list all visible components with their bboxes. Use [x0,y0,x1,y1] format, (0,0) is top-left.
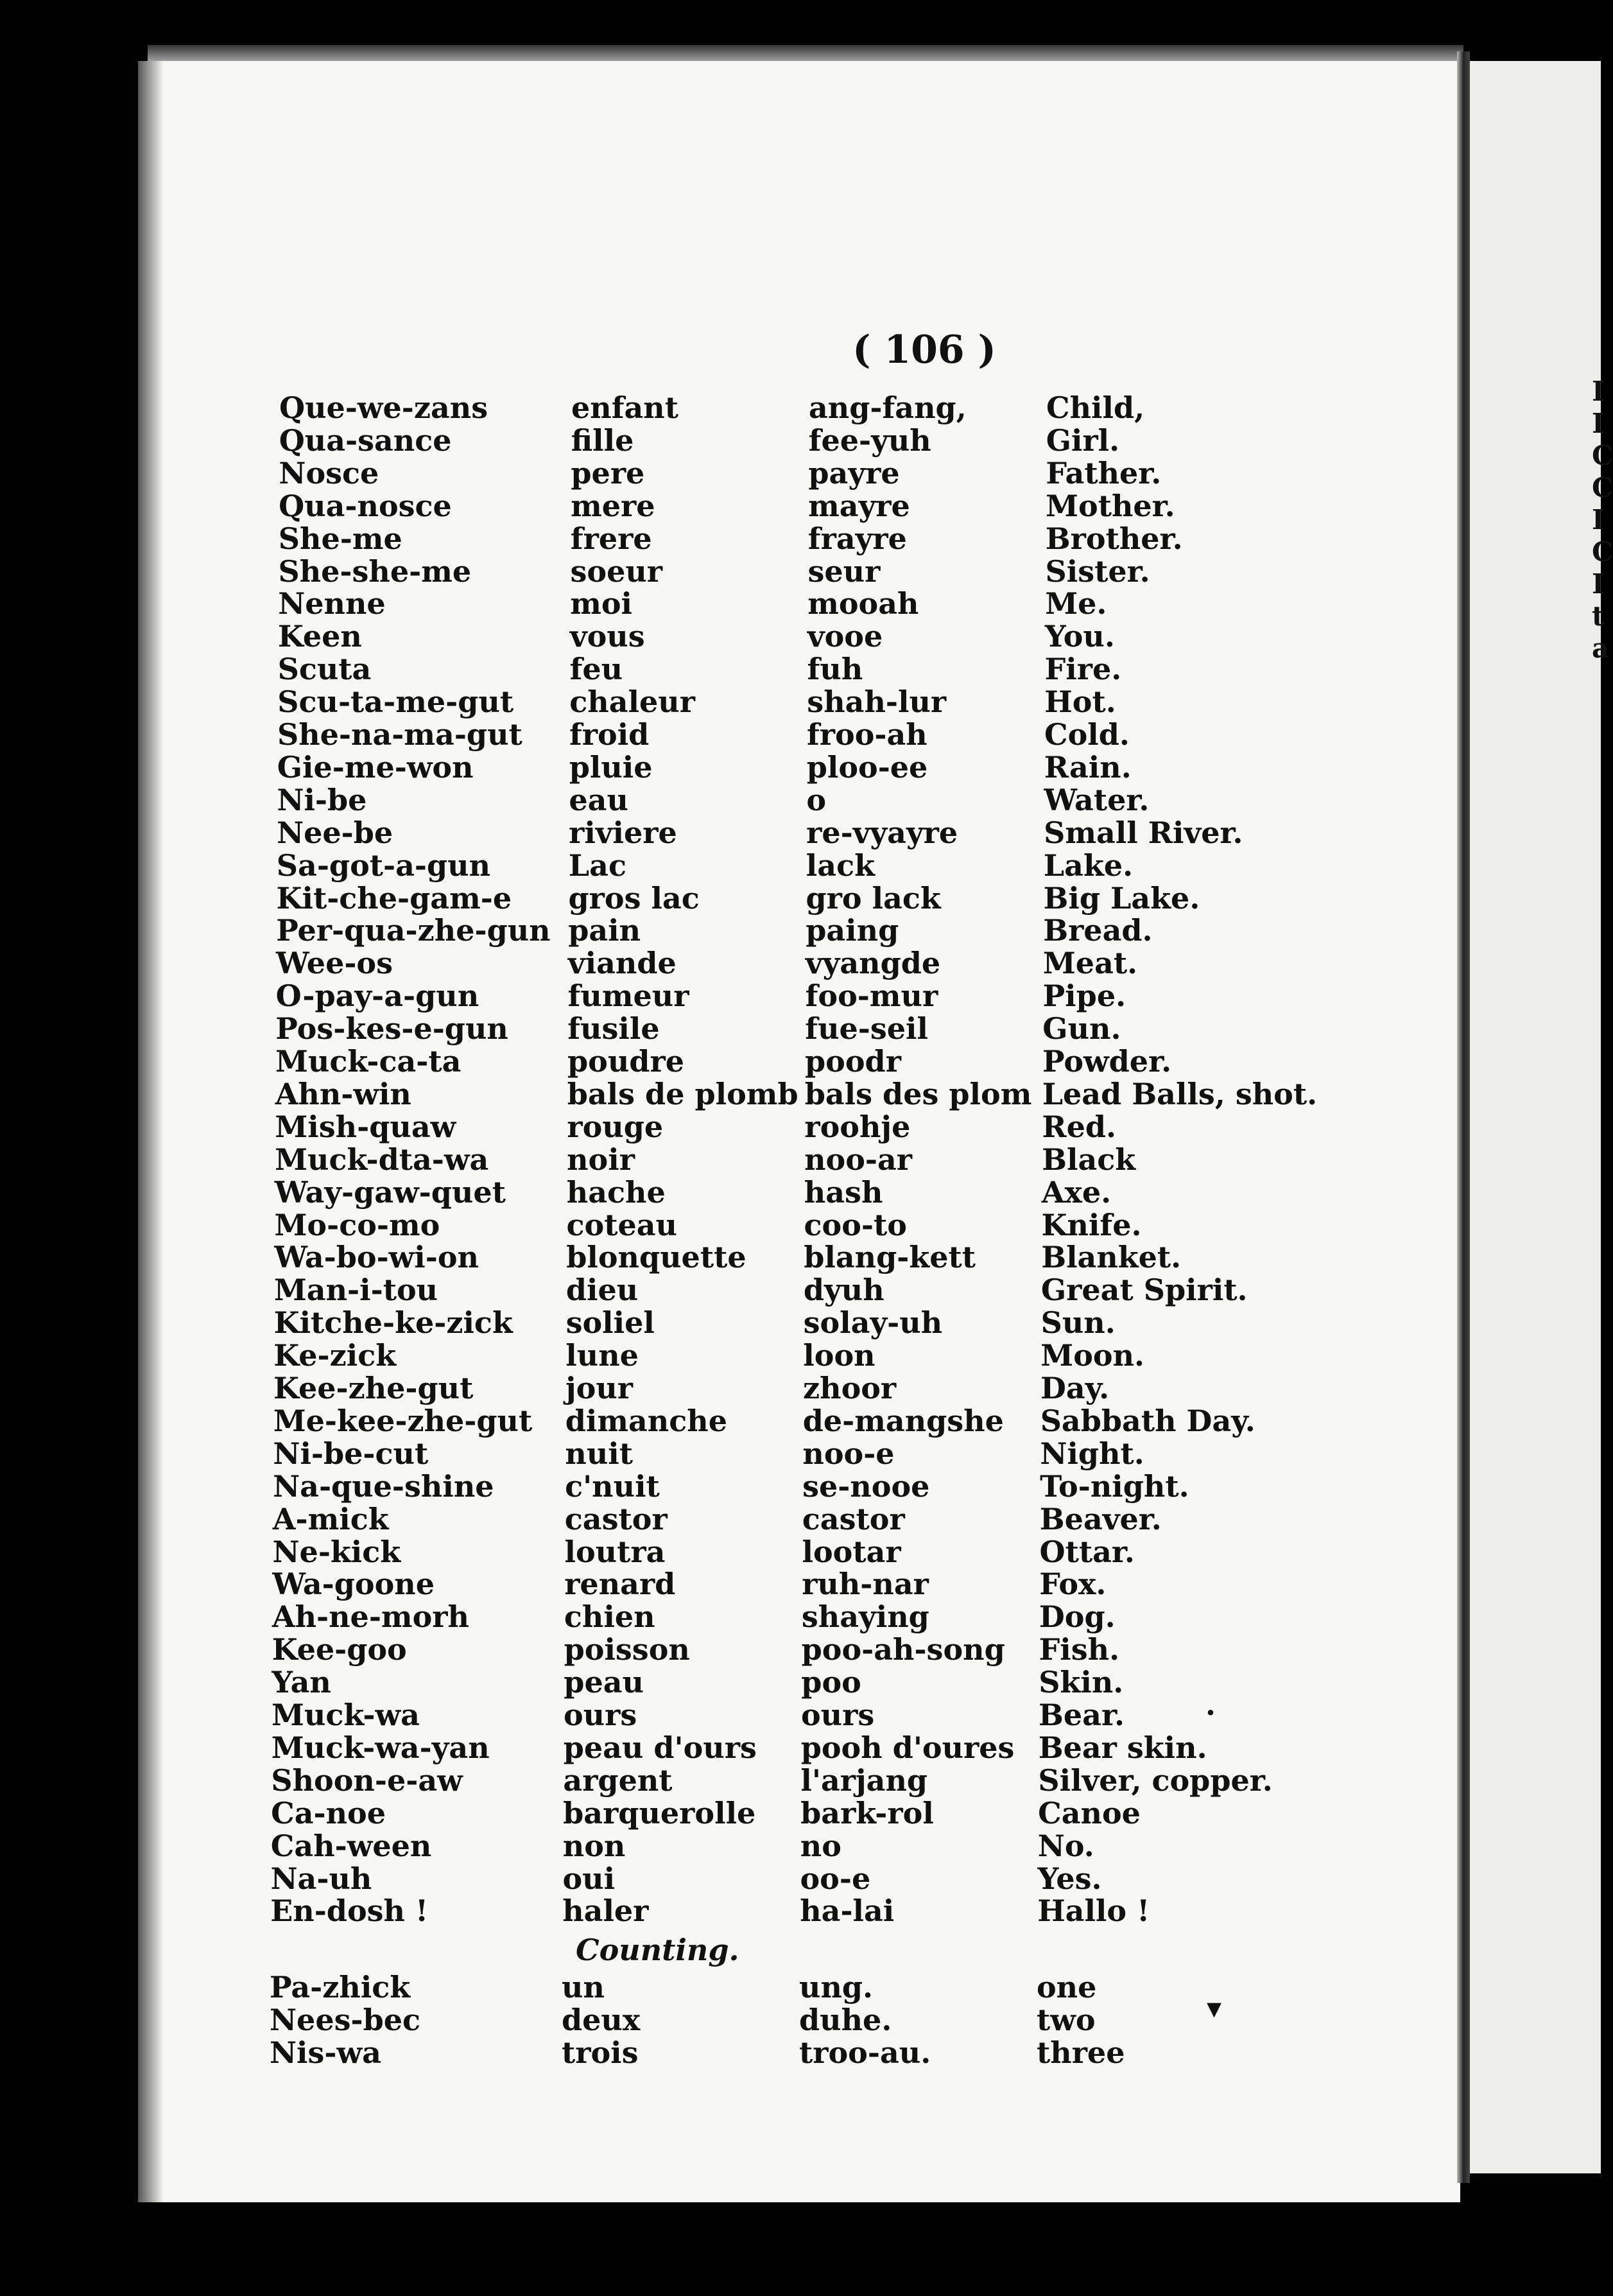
english-word: Black [1042,1142,1136,1177]
indian-word: Keen [277,619,362,654]
indian-word: Nee-be [277,815,393,850]
english-word: Red. [1042,1109,1117,1144]
english-word: Skin. [1039,1665,1124,1700]
pronunciation: no [800,1828,841,1863]
pronunciation: l'arjang [800,1762,928,1798]
french-word: pluie [569,749,653,785]
pronunciation: blang-kett [804,1240,976,1275]
english-word: Pipe. [1042,978,1126,1014]
french-word: ours [564,1698,637,1732]
indian-word: Muck-ca-ta [275,1044,461,1079]
indian-word: Scu-ta-me-gut [277,684,514,720]
pronunciation: ung. [799,1970,874,2005]
french-word: mere [571,488,655,523]
indian-word: Que-we-zans [279,390,488,425]
french-word: peau [564,1665,644,1700]
pronunciation: bals des plom [804,1076,1032,1111]
english-word: Me. [1045,586,1107,622]
french-word: gros lac [568,880,700,916]
french-word: Lac [568,848,626,883]
pronunciation: bark-rol [800,1795,934,1831]
pronunciation: ours [801,1698,875,1732]
english-word: Mother. [1046,488,1175,523]
english-word: Dog. [1039,1599,1116,1635]
pronunciation: poodr [805,1044,901,1079]
english-word: Gun. [1042,1011,1121,1047]
english-word: Sun. [1040,1305,1116,1341]
indian-word: Wa-bo-wi-on [274,1240,479,1275]
french-word: haler [562,1893,649,1929]
english-word: Axe. [1041,1174,1112,1210]
english-word: two [1037,2003,1096,2038]
indian-word: Ahn-win [275,1076,411,1111]
pronunciation: ruh-nar [802,1567,929,1602]
indian-word: Sa-got-a-gun [276,848,491,883]
english-word: Blanket. [1041,1240,1182,1275]
french-word: moi [570,586,633,622]
opposite-page-char: I [1592,376,1605,407]
indian-word: Pa-zhick [270,1970,411,2005]
french-word: rouge [567,1109,664,1144]
english-word: Powder. [1042,1044,1172,1079]
pronunciation: vyangde [805,946,941,981]
indian-word: Mish-quaw [275,1109,456,1144]
opposite-page-char: I [1592,568,1605,600]
indian-word: Scuta [277,652,372,687]
opposite-page-char: C [1592,536,1613,568]
indian-word: Nis-wa [270,2035,381,2071]
pronunciation: fee-yuh [808,422,931,458]
french-word: noir [567,1142,635,1177]
french-word: lune [565,1338,639,1373]
pronunciation: pooh d'oures [800,1730,1015,1765]
english-word: Brother. [1045,521,1183,556]
indian-word: Ne-kick [272,1534,401,1569]
indian-word: Qua-sance [279,422,452,458]
pronunciation: hash [804,1174,883,1210]
indian-word: Muck-wa-yan [271,1730,490,1765]
indian-word: Muck-dta-wa [275,1142,489,1177]
french-word: renard [564,1567,676,1602]
pronunciation: frayre [807,521,907,556]
opposite-page-char: I [1592,504,1605,535]
pronunciation: shah-lur [807,684,947,720]
french-word: fumeur [567,978,689,1014]
french-word: fille [571,422,634,458]
pronunciation: loon [803,1338,876,1373]
english-word: Moon. [1040,1338,1145,1373]
french-word: dieu [565,1273,639,1308]
english-word: three [1037,2035,1125,2071]
indian-word: Ah-ne-morh [272,1599,469,1635]
english-word: Father. [1046,455,1162,491]
english-word: Lake. [1043,848,1134,883]
pronunciation: vooe [807,619,883,654]
english-word: Lead Balls, shot. [1042,1076,1318,1111]
english-word: Rain. [1044,749,1132,785]
ink-mark: ▾ [1207,1990,1222,2025]
indian-word: Yan [272,1665,331,1700]
french-word: hache [566,1174,666,1210]
pronunciation: fue-seil [805,1011,929,1047]
french-word: deux [562,2003,641,2038]
pronunciation: foo-mur [805,978,938,1014]
french-word: feu [569,652,623,687]
english-word: Bear skin. [1038,1730,1207,1765]
pronunciation: lootar [802,1534,901,1569]
french-word: bals de plomb [567,1076,798,1111]
indian-word: Pos-kes-e-gun [275,1011,508,1047]
pronunciation: castor [802,1501,905,1536]
pronunciation: poo-ah-song [801,1632,1005,1667]
pronunciation: noo-e [802,1436,895,1471]
pronunciation: payre [808,455,900,491]
english-word: Hallo ! [1037,1893,1150,1929]
english-word: Fox. [1039,1567,1107,1602]
english-word: Silver, copper. [1038,1762,1273,1798]
opposite-page-char: I [1592,408,1605,439]
ink-dot: . [1205,1687,1216,1722]
indian-word: She-na-ma-gut [277,717,522,752]
pronunciation: seur [807,553,881,589]
indian-word: Kee-zhe-gut [273,1371,474,1405]
indian-word: Ke-zick [273,1338,397,1373]
french-word: fusile [567,1011,660,1047]
english-word: Sister. [1045,553,1150,589]
pronunciation: mooah [807,586,919,622]
pronunciation: se-nooe [802,1468,930,1504]
pronunciation: troo-au. [799,2035,931,2071]
french-word: pain [568,913,641,948]
french-word: oui [562,1861,616,1896]
page-number: ( 106 ) [852,327,996,372]
french-word: viande [567,946,677,981]
english-word: Canoe [1038,1795,1141,1831]
english-word: Hot. [1044,684,1116,720]
french-word: barquerolle [563,1795,756,1831]
indian-word: Way-gaw-quet [274,1174,506,1210]
indian-word: Nees-bec [270,2003,421,2038]
english-word: Water. [1044,782,1150,817]
english-word: Sabbath Day. [1040,1403,1255,1438]
pronunciation: ha-lai [800,1893,895,1929]
indian-word: Cah-ween [270,1828,432,1863]
indian-word: Kit-che-gam-e [276,880,512,916]
french-word: froid [569,717,650,752]
pronunciation: solay-uh [803,1305,943,1341]
pronunciation: gro lack [806,880,941,916]
pronunciation: o [806,782,827,817]
indian-word: She-me [278,521,402,556]
french-word: nuit [565,1436,634,1471]
french-word: castor [564,1501,668,1536]
french-word: poudre [567,1044,684,1079]
pronunciation: shaying [801,1599,929,1635]
pronunciation: de-mangshe [802,1403,1004,1438]
opposite-page-edge [1470,61,1613,2173]
opposite-page-char: t [1592,600,1605,632]
indian-word: Per-qua-zhe-gun [276,913,551,948]
english-word: Yes. [1037,1861,1102,1896]
english-word: Beaver. [1039,1501,1162,1536]
indian-word: Nosce [279,455,379,491]
pronunciation: fuh [807,652,863,687]
opposite-page-char: C [1592,440,1613,471]
page-gutter-shadow [138,61,164,2202]
french-word: chaleur [569,684,695,720]
french-word: jour [565,1371,634,1405]
french-word: un [562,1970,605,2005]
french-word: peau d'ours [563,1730,757,1765]
english-word: Big Lake. [1043,880,1200,916]
page-fold [1457,51,1470,2183]
indian-word: En-dosh ! [270,1893,429,1929]
indian-word: Gie-me-won [277,749,474,785]
indian-word: Wee-os [275,946,393,981]
french-word: riviere [569,815,677,850]
indian-word: Qua-nosce [279,488,452,523]
opposite-page-char: C [1592,472,1613,503]
indian-word: Kitche-ke-zick [273,1305,513,1341]
pronunciation: duhe. [799,2003,892,2038]
pronunciation: coo-to [804,1207,907,1242]
indian-word: Ni-be [277,782,367,817]
french-word: chien [564,1599,655,1635]
pronunciation: roohje [804,1109,911,1144]
french-word: poisson [564,1632,690,1667]
english-word: Knife. [1041,1207,1142,1242]
indian-word: Kee-goo [272,1632,407,1667]
english-word: Bread. [1043,913,1153,948]
french-word: soeur [570,553,663,589]
french-word: c'nuit [565,1468,660,1504]
indian-word: Na-uh [270,1861,372,1896]
french-word: coteau [566,1207,677,1242]
pronunciation: oo-e [800,1861,871,1896]
french-word: pere [571,455,645,491]
english-word: Bear. [1039,1698,1125,1732]
english-word: Child, [1046,390,1145,425]
english-word: Day. [1040,1371,1110,1405]
indian-word: Ca-noe [271,1795,386,1831]
french-word: eau [569,782,628,817]
pronunciation: mayre [808,488,910,523]
french-word: frere [570,521,652,556]
french-word: soliel [565,1305,655,1341]
book-page [138,61,1460,2202]
pronunciation: re-vyayre [806,815,958,850]
pronunciation: dyuh [803,1273,884,1308]
english-word: To-night. [1040,1468,1189,1504]
english-word: Great Spirit. [1040,1273,1248,1308]
french-word: non [562,1828,626,1863]
english-word: Small River. [1044,815,1243,850]
indian-word: A-mick [272,1501,389,1536]
pronunciation: lack [806,848,875,883]
indian-word: Man-i-tou [273,1273,438,1308]
english-word: Fish. [1039,1632,1120,1667]
pronunciation: ang-fang, [809,390,967,425]
indian-word: She-she-me [278,553,472,589]
indian-word: Muck-wa [272,1698,420,1732]
indian-word: Shoon-e-aw [271,1762,463,1798]
french-word: vous [569,619,645,654]
french-word: loutra [564,1534,666,1569]
english-word: Cold. [1044,717,1130,752]
counting-heading: Counting. [576,1933,739,1968]
pronunciation: froo-ah [807,717,927,752]
indian-word: Wa-goone [272,1567,435,1602]
french-word: trois [562,2035,639,2071]
french-word: enfant [571,390,678,425]
english-word: You. [1044,619,1115,654]
indian-word: Me-kee-zhe-gut [273,1403,533,1438]
indian-word: O-pay-a-gun [275,978,479,1014]
french-word: dimanche [565,1403,727,1438]
english-word: Meat. [1042,946,1138,981]
english-word: Fire. [1044,652,1122,687]
english-word: Night. [1040,1436,1144,1471]
english-word: Ottar. [1039,1534,1135,1569]
english-word: No. [1037,1828,1094,1863]
indian-word: Na-que-shine [273,1468,494,1504]
english-word: Girl. [1046,422,1120,458]
french-word: argent [563,1762,673,1798]
pronunciation: noo-ar [804,1142,913,1177]
pronunciation: ploo-ee [806,749,928,785]
pronunciation: poo [801,1665,861,1700]
pronunciation: paing [806,913,899,948]
french-word: blonquette [566,1240,746,1275]
pronunciation: zhoor [803,1371,897,1405]
indian-word: Ni-be-cut [273,1436,429,1471]
opposite-page-char: a [1592,632,1610,664]
indian-word: Nenne [278,586,386,622]
english-word: one [1037,1970,1097,2005]
indian-word: Mo-co-mo [274,1207,440,1242]
